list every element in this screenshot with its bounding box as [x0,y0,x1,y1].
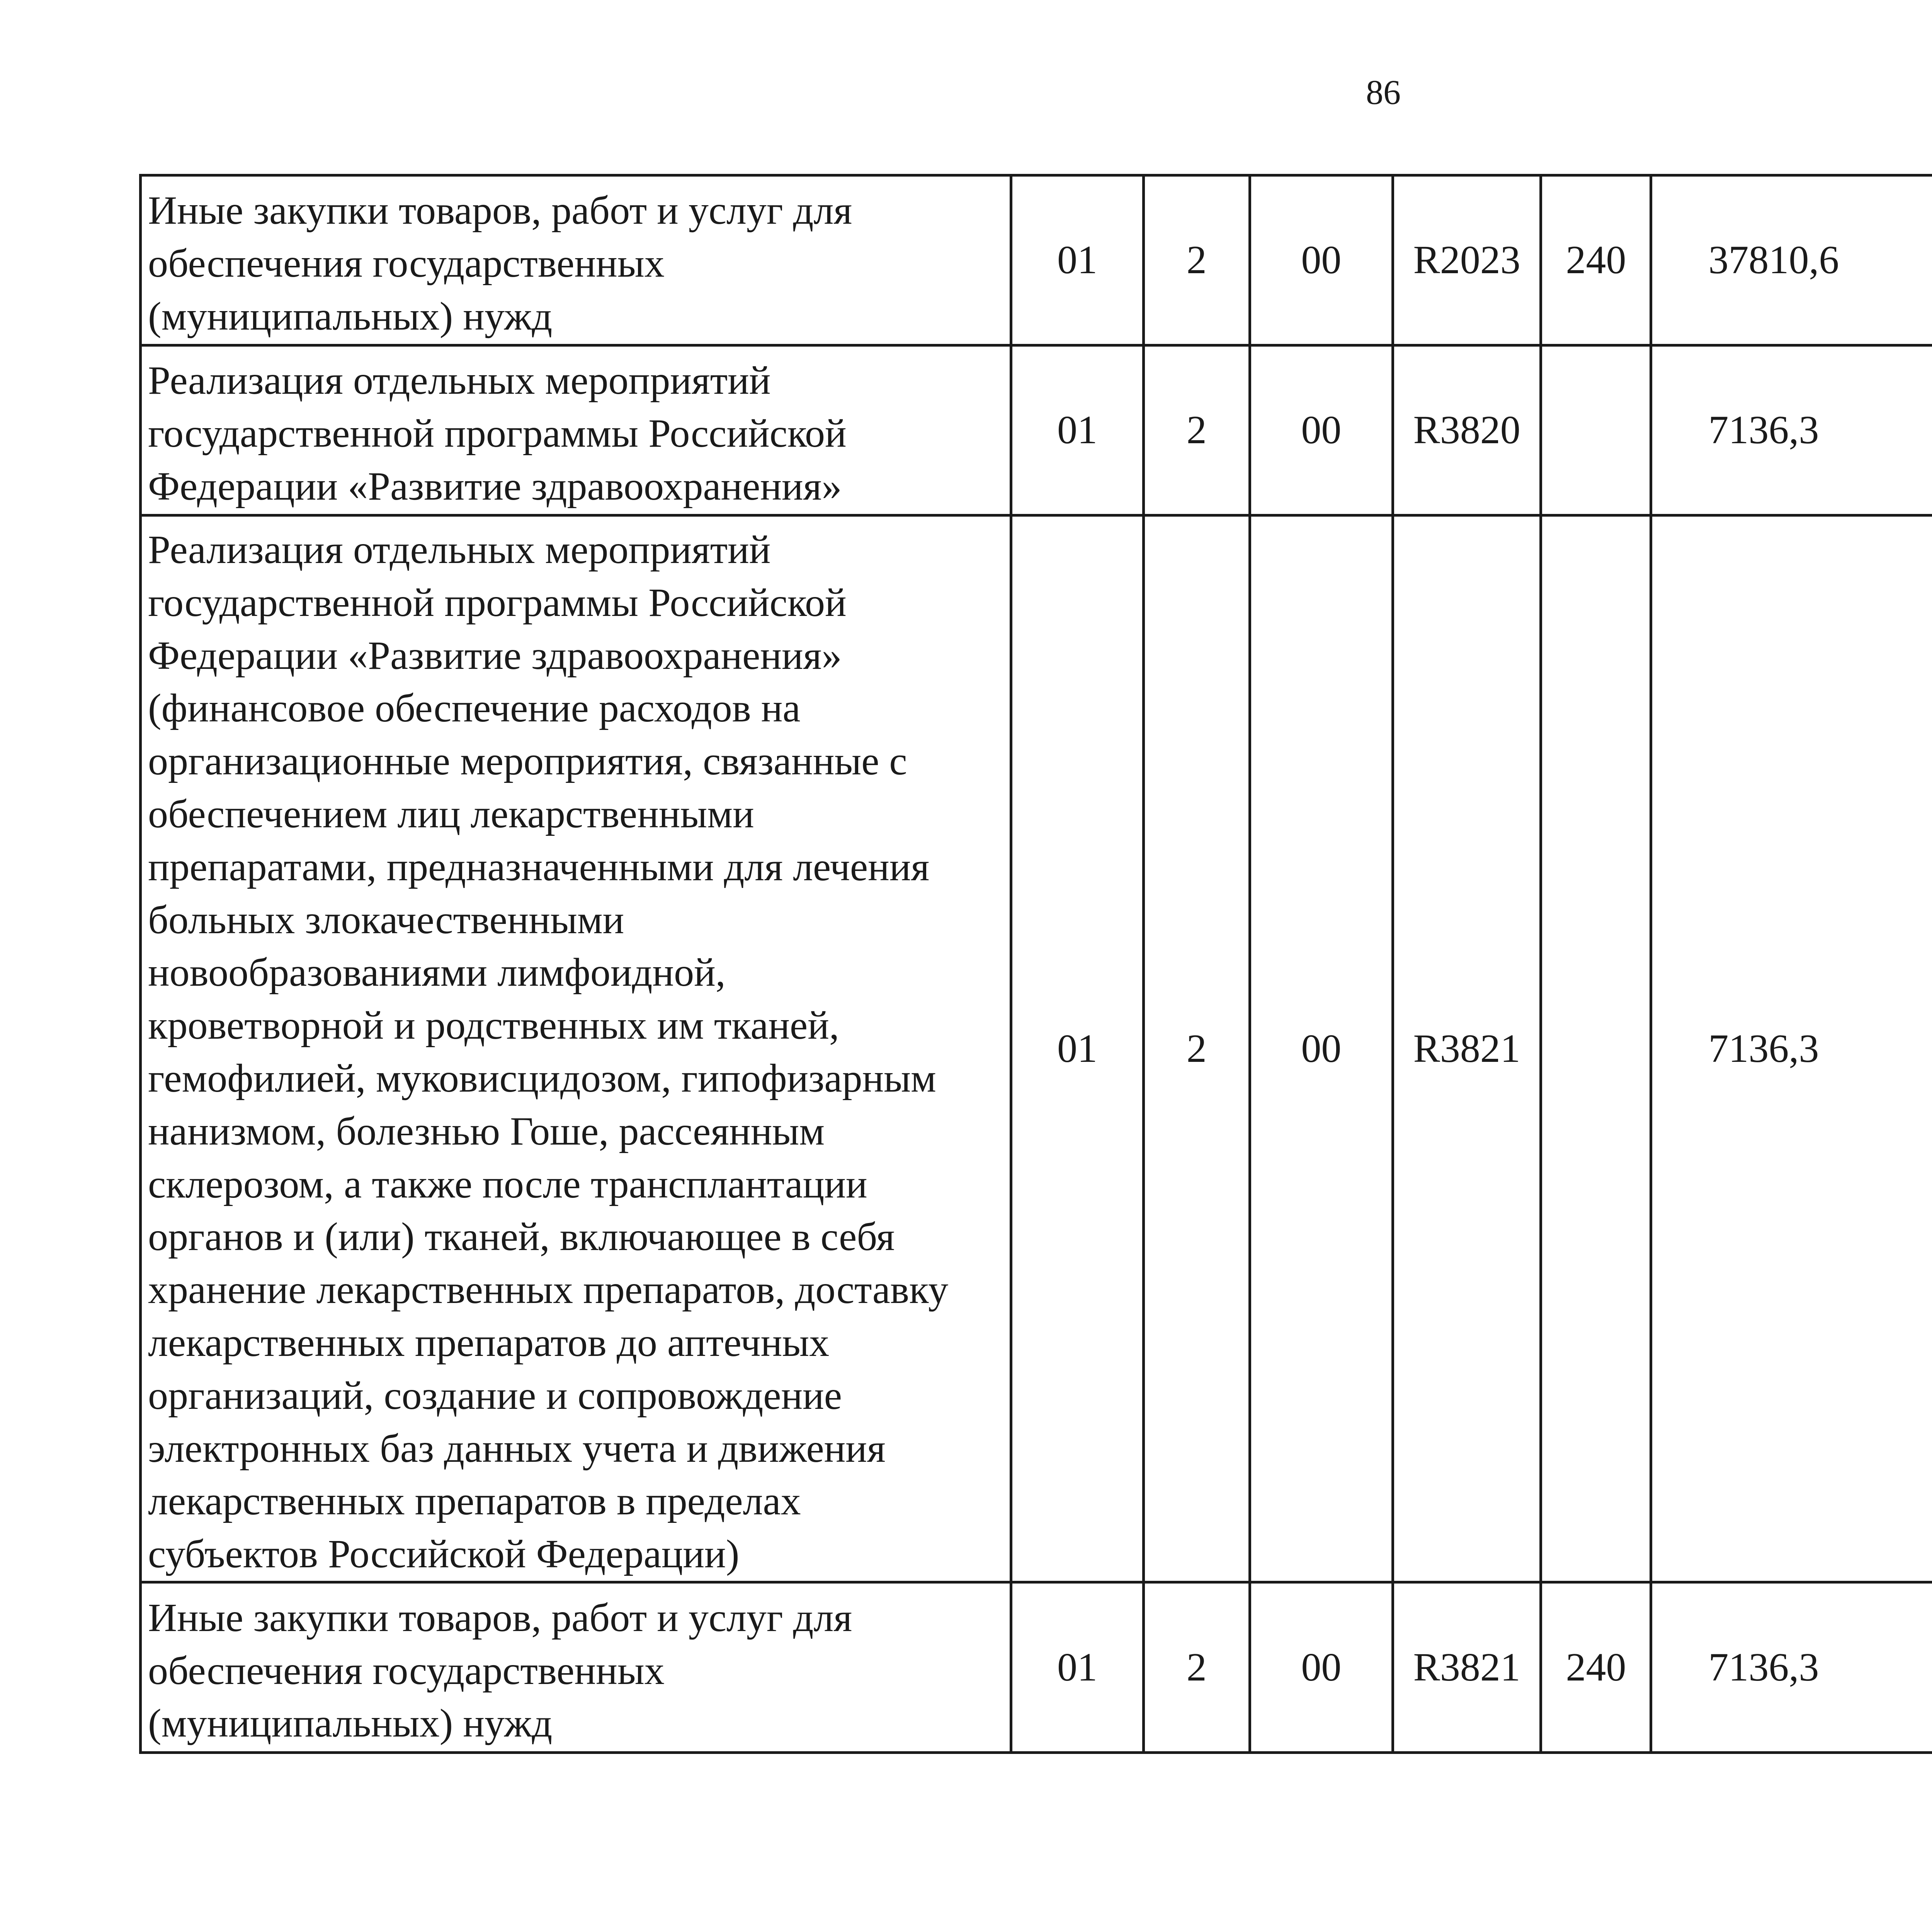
table-row [141,175,1932,345]
description-line: субъектов Российской Федерации) [148,1532,740,1577]
description-line: новообразованиями лимфоидной, [148,950,726,995]
description-line: Иные закупки товаров, работ и услуг для [148,188,852,233]
amount-year-1: 7136,3 [1651,1582,1932,1752]
program-code: 2 [1143,1582,1250,1752]
table-row [141,1582,1932,1752]
section-code: 01 [1011,345,1143,515]
expense-type-code: 240 [1541,175,1651,345]
row-description [141,345,1011,515]
table-row [141,515,1932,1582]
description-line: организаций, создание и сопровождение [148,1373,842,1418]
section-code: 01 [1011,1582,1143,1752]
description-line: гемофилией, муковисцидозом, гипофизарным [148,1056,936,1101]
program-code: 2 [1143,175,1250,345]
amount-year-1: 7136,3 [1651,515,1932,1582]
description-line: (муниципальных) нужд [148,294,553,338]
amount-year-1: 37810,6 [1651,175,1932,345]
description-line: Реализация отдельных мероприятий [148,527,771,572]
description-line: органов и (или) тканей, включающее в себя [148,1214,895,1259]
expense-type-code: 240 [1541,1582,1651,1752]
description-line: больных злокачественными [148,897,624,942]
description-line: Федерации «Развитие здравоохранения» [148,464,842,509]
page-number: 86 [1366,73,1401,112]
description-line: (муниципальных) нужд [148,1701,553,1746]
description-line: Федерации «Развитие здравоохранения» [148,633,842,678]
description-line: обеспечения государственных [148,1648,665,1693]
description-line: (финансовое обеспечение расходов на [148,686,801,731]
row-description [141,515,1011,1582]
description-line: препаратами, предназначенными для лечения [148,844,930,889]
subprogram-code: 00 [1250,515,1393,1582]
table-body [141,175,1932,1753]
section-code: 01 [1011,175,1143,345]
table-row [141,345,1932,515]
program-code: 2 [1143,515,1250,1582]
direction-code: R3821 [1393,515,1541,1582]
expense-type-code [1541,345,1651,515]
description-line: обеспечением лиц лекарственными [148,791,754,836]
description-line: нанизмом, болезнью Гоше, рассеянным [148,1109,825,1153]
description-line: Реализация отдельных мероприятий [148,358,771,403]
description-line: склерозом, а также после трансплантации [148,1162,867,1206]
description-line: государственной программы Российской [148,411,847,456]
description-line: лекарственных препаратов в пределах [148,1479,801,1524]
description-line: обеспечения государственных [148,241,665,286]
description-line: кроветворной и родственных им тканей, [148,1003,839,1048]
direction-code: R3820 [1393,345,1541,515]
row-description [141,1582,1011,1752]
direction-code: R3821 [1393,1582,1541,1752]
subprogram-code: 00 [1250,175,1393,345]
description-line: организационные мероприятия, связанные с [148,739,907,784]
expense-type-code [1541,515,1651,1582]
description-line: государственной программы Российской [148,580,847,625]
description-line: Иные закупки товаров, работ и услуг для [148,1595,852,1640]
subprogram-code: 00 [1250,1582,1393,1752]
subprogram-code: 00 [1250,345,1393,515]
description-line: лекарственных препаратов до аптечных [148,1320,830,1365]
amount-year-1: 7136,3 [1651,345,1932,515]
row-description [141,175,1011,345]
budget-table [139,174,1932,1754]
description-line: хранение лекарственных препаратов, доставку [148,1267,949,1312]
description-line: электронных баз данных учета и движения [148,1426,886,1471]
section-code: 01 [1011,515,1143,1582]
direction-code: R2023 [1393,175,1541,345]
program-code: 2 [1143,345,1250,515]
